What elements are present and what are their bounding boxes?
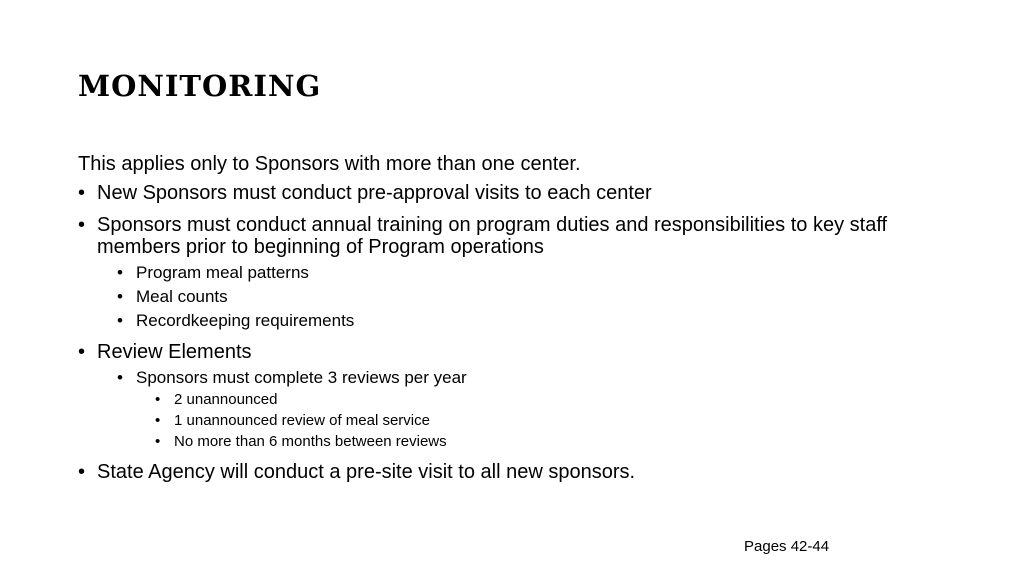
sub-sub-bullet-list [155, 391, 958, 451]
sub-bullet-list [117, 263, 958, 331]
bullet-text: Sponsors must conduct annual training on program duties and responsibilities to key staff members prior to beginning of Program operations [97, 214, 888, 258]
sub-bullet-item: • Program meal patterns [117, 263, 958, 283]
sub-bullet-text: Sponsors must complete 3 reviews per year [136, 368, 467, 387]
bullet-item: • New Sponsors must conduct pre-approval visits to each center [78, 182, 958, 204]
intro-text: This applies only to Sponsors with more than one center. [78, 153, 581, 175]
sub-sub-bullet-item: • 2 unannounced [155, 391, 958, 409]
page-reference: Pages 42-44 [744, 538, 830, 555]
sub-bullet-item: • Meal counts [117, 287, 958, 307]
bullet-text: Review Elements [97, 341, 252, 363]
bullet-list [78, 182, 958, 483]
bullet-item [78, 341, 958, 451]
sub-bullet-item [117, 368, 958, 451]
bullet-item: • State Agency will conduct a pre-site visit to all new sponsors. [78, 461, 958, 483]
sub-bullet-list [117, 368, 958, 451]
sub-sub-bullet-item: • 1 unannounced review of meal service [155, 412, 958, 430]
sub-bullet-item: • Recordkeeping requirements [117, 311, 958, 331]
slide-title: monitoring [78, 58, 322, 106]
bullet-item [78, 214, 958, 331]
sub-sub-bullet-item: • No more than 6 months between reviews [155, 433, 958, 451]
slide-body [78, 150, 958, 493]
